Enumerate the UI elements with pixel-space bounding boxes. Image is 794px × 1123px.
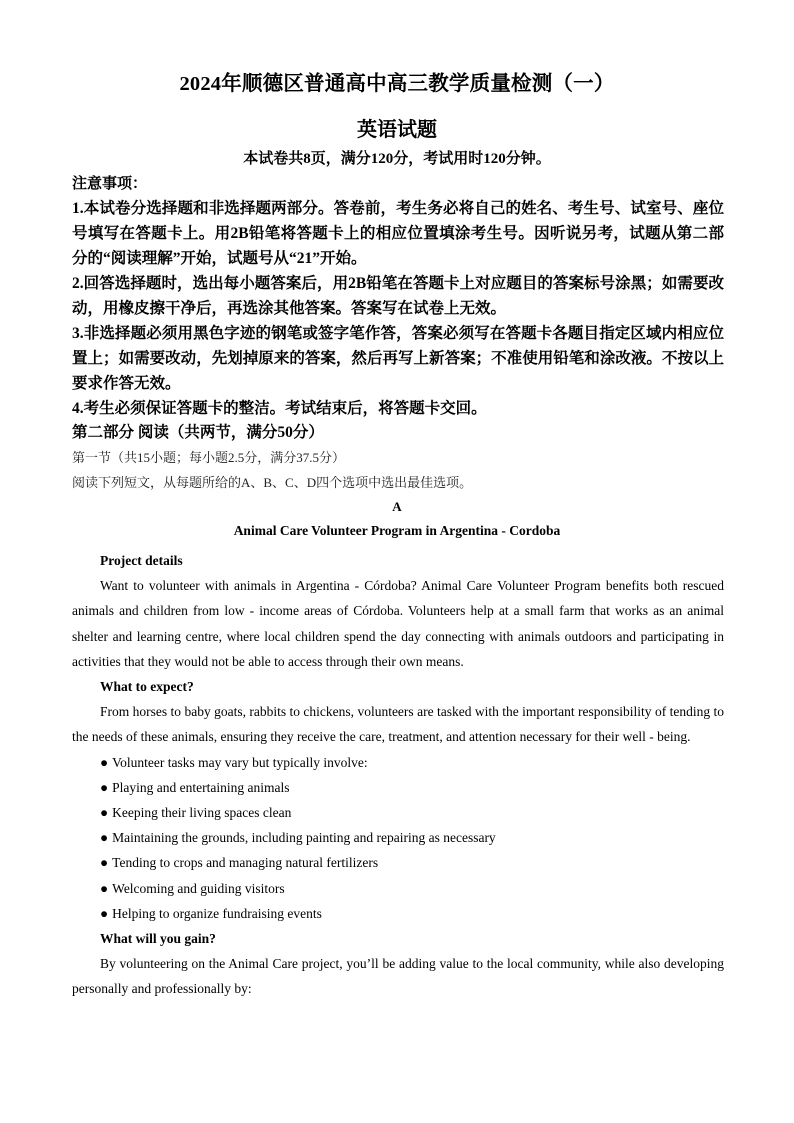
notice-list — [72, 196, 724, 421]
bullet-icon: ● — [100, 754, 109, 770]
bullet-icon: ● — [100, 880, 109, 896]
notice-item: 2.回答选择题时，选出每小题答案后，用2B铅笔在答题卡上对应题目的答案标号涂黑；如需要改动，用橡皮擦干净后，再选涂其他答案。答案写在试卷上无效。 — [72, 275, 724, 317]
exam-title: 2024年顺德区普通高中高三教学质量检测（一） — [179, 73, 615, 95]
what-will-you-gain-heading: What will you gain? — [100, 931, 216, 947]
passage-letter: A — [392, 499, 402, 514]
list-item — [72, 775, 724, 800]
what-to-expect-heading: What to expect? — [100, 679, 194, 695]
bullet-icon: ● — [100, 855, 109, 871]
list-item — [72, 825, 724, 850]
list-item-text: Volunteer tasks may vary but typically involve: — [112, 754, 368, 770]
bullet-icon: ● — [100, 805, 109, 821]
bullet-icon: ● — [100, 830, 109, 846]
list-item — [72, 750, 724, 775]
part-title: 第二部分 阅读（共两节，满分50分） — [72, 424, 324, 441]
bullet-icon: ● — [100, 779, 109, 795]
notice-item: 3.非选择题必须用黑色字迹的钢笔或签字笔作答，答案必须写在答题卡各题目指定区域内相应位置上；如需要改动，先划掉原来的答案，然后再写上新答案；不准使用铅笔和涂改液。不按以上要求作答无效。 — [72, 325, 724, 392]
project-details-heading: Project details — [100, 553, 183, 568]
list-item — [72, 876, 724, 901]
list-item-text: Keeping their living spaces clean — [112, 805, 292, 821]
bullet-icon: ● — [100, 905, 109, 921]
list-item-text: Tending to crops and managing natural fertilizers — [112, 855, 379, 871]
list-item-text: Helping to organize fundraising events — [112, 905, 322, 921]
exam-info: 本试卷共8页，满分120分，考试用时120分钟。 — [243, 151, 551, 167]
notice-item: 1.本试卷分选择题和非选择题两部分。答卷前，考生务必将自己的姓名、考生号、试室号、座位号填写在答题卡上。用2B铅笔将答题卡上的相应位置填涂考生号。因听说另考，试题从第二部分的“阅读理解”开始，试题号从“21”开始。 — [72, 200, 724, 267]
passage-title: Animal Care Volunteer Program in Argentina - Cordoba — [233, 523, 561, 538]
notice-heading: 注意事项： — [72, 176, 148, 192]
task-list — [72, 750, 724, 926]
list-item-text: Playing and entertaining animals — [112, 779, 290, 795]
project-details-text: Want to volunteer with animals in Argentina - Córdoba? Animal Care Volunteer Program benefits both rescued animals and children from low - income areas of Córdoba. Volunteers help at a small farm that works as an animal shelter and learning centre, where local children spend the day connecting with animals outdoors and participating in activities that they would not be able to access through their own means. — [72, 578, 724, 669]
list-item-text: Welcoming and guiding visitors — [112, 880, 285, 896]
list-item-text: Maintaining the grounds, including painting and repairing as necessary — [112, 830, 496, 846]
list-item — [72, 901, 724, 926]
passage-body — [72, 548, 724, 1002]
section-info: 第一节（共15小题；每小题2.5分，满分37.5分） — [72, 450, 346, 465]
list-item — [72, 850, 724, 875]
what-will-you-gain-text: By volunteering on the Animal Care project, you’ll be adding value to the local community, while also developing personally and professionally by: — [72, 956, 724, 997]
what-to-expect-text: From horses to baby goats, rabbits to chickens, volunteers are tasked with the important responsibility of tending to the needs of these animals, ensuring they receive the care, treatment, and attention necessary for their well - being. — [72, 704, 724, 745]
subject-title: 英语试题 — [357, 119, 437, 141]
list-item — [72, 800, 724, 825]
reading-direction: 阅读下列短文，从每题所给的A、B、C、D四个选项中选出最佳选项。 — [72, 475, 473, 490]
notice-item: 4.考生必须保证答题卡的整洁。考试结束后，将答题卡交回。 — [72, 400, 487, 417]
